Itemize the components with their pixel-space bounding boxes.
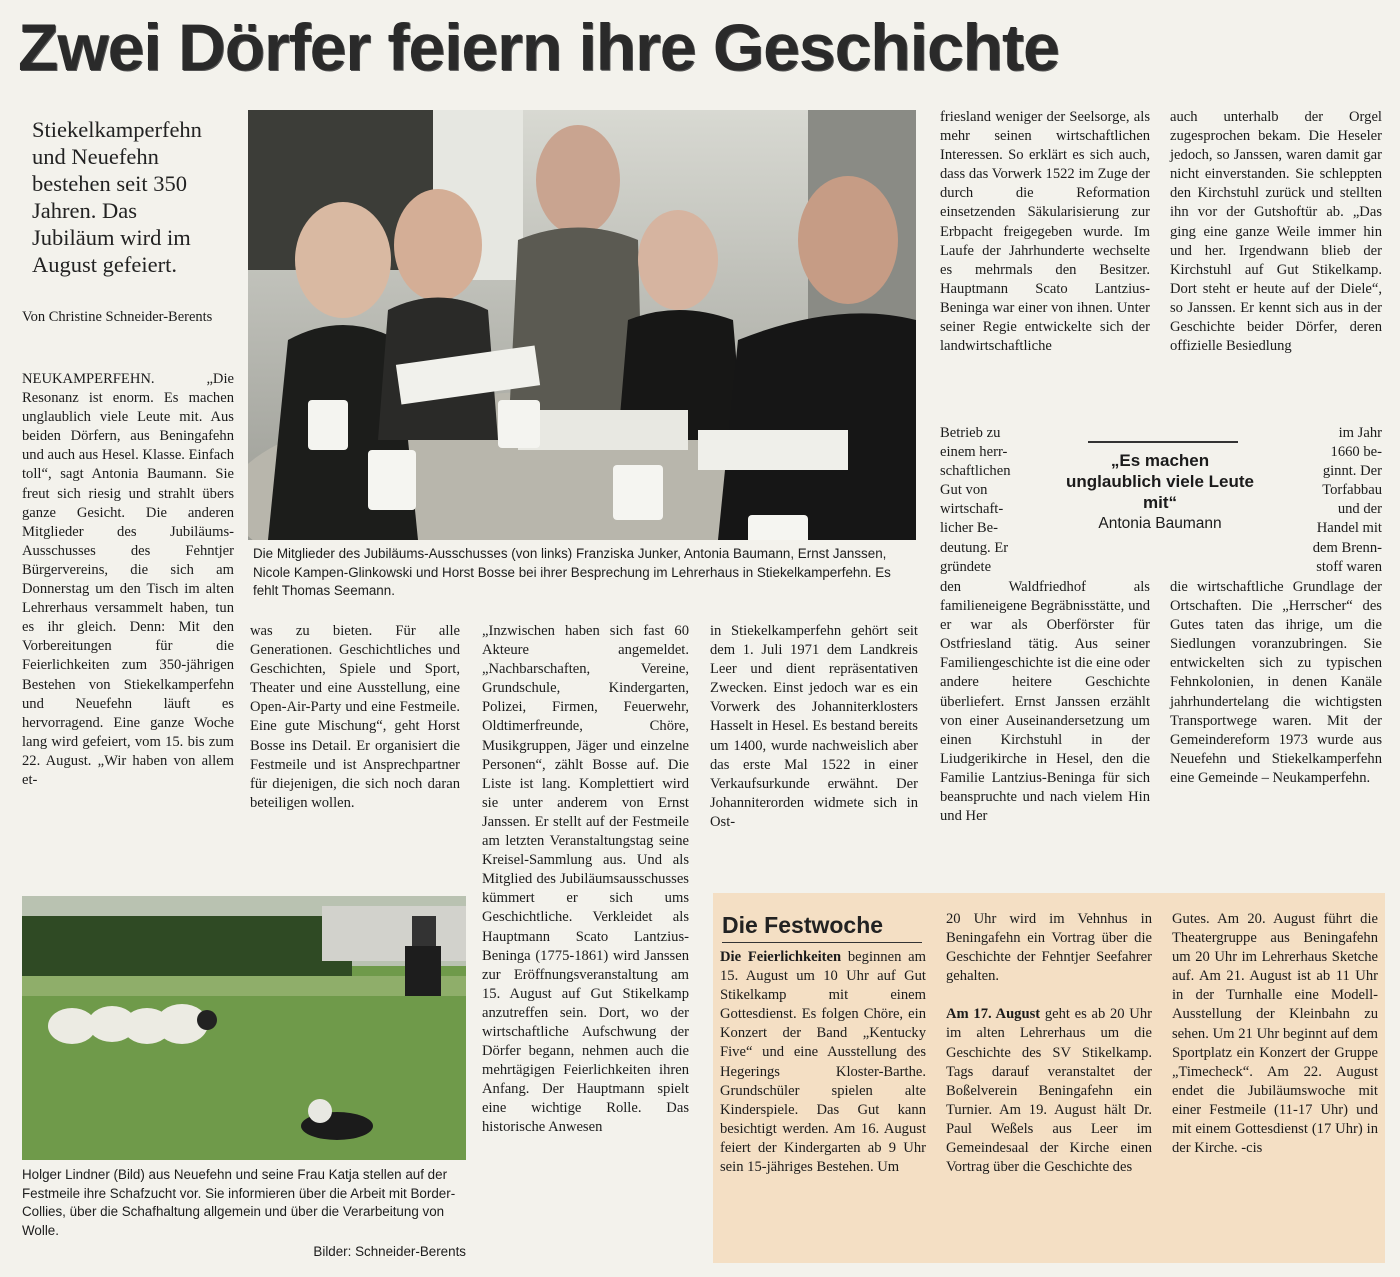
- article-column-5-narrow: [940, 424, 1040, 579]
- byline: Von Christine Schneider-Berents: [22, 309, 213, 325]
- headline: Zwei Dörfer feiern ihre Geschichte: [18, 10, 1059, 84]
- narrow-line: ginnt. Der: [1322, 463, 1382, 480]
- article-column-5-top: friesland weniger der Seelsorge, als mehr seinen wirtschaftlichen Interessen. So erklärt es sich auch, dass das Vorwerk 1522 im Zuge der durch die Reformation einsetzenden Säkularisierung zur Erbpacht freigegeben wurde. Im Laufe der Jahrhunderte wechselte es mehrmals den Besitzer. Hauptmann Scato Lantzius-Beninga war einer von ihnen. Unter seiner Regie entwickelte sich der landwirtschaftliche: [940, 109, 1150, 355]
- column-1-text: „Die Resonanz ist enorm. Es machen unglaublich viele Leute mit. Aus beiden Dörfern, aus Beningafehn und auch aus Hesel. Klasse. Einfach toll“, sagt Antonia Baumann. Sie freut sich riesig und strahlt übers ganze Gesicht. Die anderen Mitglieder des Jubiläums-Ausschusses des Fehntjer Bürgervereins, die sich am Donnerstag um den Tisch im alten Lehrerhaus versammelt haben, tun es ihr gleich. Denn: Mit den Vorbereitungen für die Feierlichkeiten zum 350-jährigen Bestehen von Stiekelkamperfehn und Neuefehn läuft es hervorragend. Eine ganze Woche lang wird gefeiert, vom 15. bis zum 22. August. „Wir haben von allem et-: [22, 371, 234, 788]
- article-column-4: in Stiekelkamperfehn gehört seit dem 1. Juli 1971 dem Landkreis Leer und dient repräsentativen Zwecken. Einst jedoch war es ein Vorwerk des Johanniterklosters Hasselt in Hesel. Es bestand bereits um 1400, wurde nachweislich aber das erste Mal 1522 in einer Verkaufsurkunde erwähnt. Der Johanniterorden widmete sich in Ost-: [710, 623, 918, 830]
- subheadline: Stiekelkamperfehn und Neuefehn bestehen seit 350 Jahren. Das Jubiläum wird im August gefeiert.: [32, 117, 202, 277]
- narrow-line: gründete: [940, 558, 992, 575]
- narrow-line: im Jahr: [1338, 425, 1382, 441]
- festwoche-column-1: [720, 948, 926, 1253]
- festwoche-column-3: Gutes. Am 20. August führt die Theatergruppe aus Beningafehn um 20 Uhr im Lehrerhaus Sketche auf. Am 21. August ist ab 11 Uhr in der Turnhalle eine Modell-Ausstellung der Kleinbahn zu sehen. Um 21 Uhr beginnt auf dem Sportplatz ein Konzert der Gruppe „Timecheck“. Am 22. August endet die Jubiläumswoche mit einer Festmeile (11-17 Uhr) und mit einem Gottesdienst (17 Uhr) in der Kirche. -cis: [1172, 911, 1378, 1157]
- narrow-line: schaftlichen: [940, 463, 1011, 480]
- pullquote: [1062, 450, 1258, 533]
- meeting-photo-image: [248, 110, 916, 540]
- article-column-2: was zu bieten. Für alle Generationen. Geschichtliches und Geschichten, Spiele und Sport, Theater und eine Ausstellung, eine Open-Air-Party und eine Festmeile. Eine gute Mischung“, geht Horst Bosse ins Detail. Er organisiert die Festmeile und ist Ansprechpartner für diejenigen, die sich noch daran beteiligen wollen.: [250, 623, 460, 811]
- sheep-photo: [22, 896, 466, 1160]
- narrow-line: und der: [1337, 501, 1382, 518]
- pullquote-rule: [1088, 441, 1238, 443]
- narrow-line: Handel mit: [1316, 520, 1382, 537]
- festwoche-text-2a: 20 Uhr wird im Vehnhus in Beningafehn ein Vortrag über die Geschichte der Fehntjer Seefahrer gehalten.: [946, 911, 1152, 985]
- narrow-line: licher Be-: [940, 520, 998, 537]
- narrow-line: deutung. Er: [940, 539, 1009, 556]
- meeting-photo: [248, 110, 916, 540]
- narrow-line: dem Brenn-: [1312, 539, 1382, 556]
- photo-credit: Bilder: Schneider-Berents: [313, 1244, 466, 1259]
- narrow-line: Betrieb zu: [940, 425, 1001, 441]
- narrow-line: wirtschaft-: [940, 501, 1004, 518]
- narrow-line: einem herr-: [940, 444, 1008, 461]
- dateline: NEUKAMPERFEHN.: [22, 371, 155, 387]
- article-column-1: [22, 370, 234, 880]
- sheep-photo-image: [22, 896, 466, 1160]
- pullquote-text: „Es machen unglaublich viele Leute mit“: [1066, 451, 1254, 512]
- article-column-6-top: auch unterhalb der Orgel zugesprochen bekam. Die Heseler jedoch, so Janssen, waren damit gar nicht einverstanden. Sie schleppten den Kirchstuhl zurück und stellten ihn vor der Gutshoftür ab. „Das ging eine ganze Weile immer hin und her. Irgendwann blieb der Kirchstuhl auf Gut Stikelkamp. Dort steht er heute auf der Diele“, so Janssen. Er kennt sich aus in der Geschichte beider Dörfer, deren offizielle Besiedlung: [1170, 109, 1382, 355]
- festwoche-title: Die Festwoche: [722, 912, 884, 938]
- narrow-line: Torfabbau: [1322, 482, 1382, 499]
- pullquote-author: Antonia Baumann: [1098, 515, 1222, 532]
- article-column-3: „Inzwischen haben sich fast 60 Akteure angemeldet. „Nachbarschaften, Vereine, Grundschule, Kindergarten, Polizei, Firmen, Feuerwehr, Oldtimerfreunde, Chöre, Musikgruppen, Jäger und einzelne Personen“, zählt Bosse auf. Die Liste ist lang. Komplettiert wird sie unter anderem von Ernst Janssen. Er stellt auf der Festmeile am letzten Veranstaltungstag seine Kreisel-Sammlung aus. Und als Mitglied des Jubiläumsausschusses kümmert er sich ums Geschichtliche. Verkleidet als Hauptmann Scato Lantzius-Beninga (1775-1861) wird Janssen zur Eröffnungsveranstaltung am 15. August auf Gut Stikelkamp anzutreffen sein. Dort, wo der wirtschaftliche Aufschwung der Dörfer begann, nehmen auch die mehrtägigen Feierlichkeiten ihren Anfang. Der Hauptmann spielt eine wichtige Rolle. Das historische Anwesen: [482, 623, 689, 1136]
- article-column-6-narrow: [1282, 424, 1382, 579]
- festwoche-title-rule: [722, 942, 922, 943]
- article-column-6-bottom: die wirtschaftliche Grundlage der Ortschaften. Die „Herrscher“ des Gutes taten das ihrige, um die Siedlungen voranzubringen. Sie entwickelten sich zu typischen Fehnkolonien, in denen Kanäle jahrhundertelang die wichtigsten Transportwege waren. Mit der Gemeindereform 1973 wurde aus Neuefehn und Stiekelkamperfehn eine Gemeinde – Neukamperfehn.: [1170, 579, 1382, 786]
- festwoche-column-2: [946, 910, 1152, 1255]
- article-column-5-bottom: den Waldfriedhof als familieneigene Begräbnisstätte, und er war als Oberförster für Ostfriesland tätig. Aus seiner Familiengeschichte ist die eine oder andere heitere Geschichte überliefert. Ernst Janssen erzählt von einer Auseinandersetzung um einen Kirchstuhl in der Liudgerikirche in Hesel, den die Familie Lantzius-Beninga für sich beanspruchte und nach vielem Hin und Her: [940, 579, 1150, 825]
- narrow-line: 1660 be-: [1330, 444, 1382, 461]
- sheep-photo-caption: Holger Lindner (Bild) aus Neuefehn und seine Frau Katja stellen auf der Festmeile ihre Schafzucht vor. Sie informieren über die Arbeit mit Border-Collies, über die Schafhaltung allgemein und über die Verarbeitung von Wolle.: [22, 1167, 456, 1238]
- festwoche-lead-1: Die Feierlichkeiten: [720, 949, 842, 965]
- festwoche-lead-2: Am 17. August: [946, 1006, 1041, 1023]
- festwoche-text-2b: geht es ab 20 Uhr im alten Lehrerhaus um die Geschichte des SV Stikelkamp. Tags darauf veranstaltet der Boßelverein Beningafehn ein Turnier. Am 19. August hält Dr. Paul Weßels aus Leer im Gemeindesaal der Kirche einen Vortrag über die Geschichte des: [946, 1006, 1152, 1176]
- narrow-line: Gut von: [940, 482, 988, 499]
- meeting-photo-caption: Die Mitglieder des Jubiläums-Ausschusses (von links) Franziska Junker, Antonia Baumann, Ernst Janssen, Nicole Kampen-Glinkowski und Horst Bosse bei ihrer Besprechung im Lehrerhaus in Stiekelkamperfehn. Es fehlt Thomas Seemann.: [253, 546, 891, 599]
- narrow-line: stoff waren: [1316, 558, 1382, 575]
- festwoche-text-1: beginnen am 15. August um 10 Uhr auf Gut Stikelkamp mit einem Gottesdienst. Es folgen Chöre, ein Konzert der Band „Kentucky Five“ und eine Ausstellung des Hegerings Kloster-Barthe. Grundschüler spielen alte Kinderspiele. Das Gut kann besichtigt werden. Am 16. August feiert der Kindergarten ab 9 Uhr sein 15-jähriges Bestehen. Um: [720, 949, 926, 1176]
